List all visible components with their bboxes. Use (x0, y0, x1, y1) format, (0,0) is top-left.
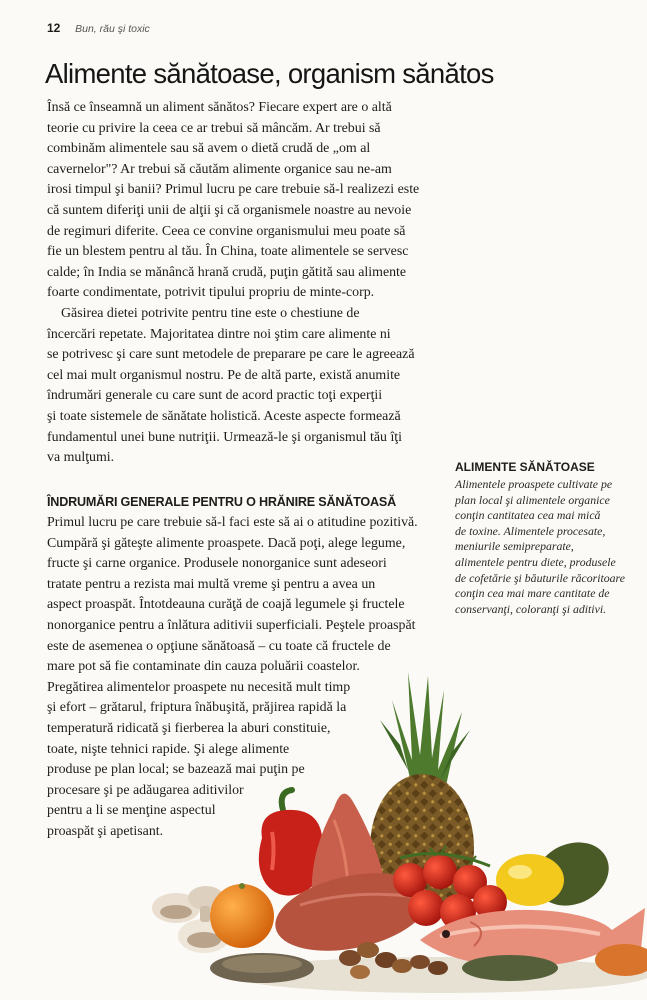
text-line: combinăm alimentele sau să avem o dietă crudă de „om al (47, 141, 371, 157)
text-line: de regimuri diferite. Ceea ce convine organismului meu poate să (47, 223, 406, 239)
text-line: Însă ce înseamnă un aliment sănătos? Fiecare expert are o altă (47, 100, 392, 115)
text-line: temperatură ridicată şi fierberea la aburi constituie, (47, 720, 331, 736)
sidebar-text (455, 477, 635, 617)
text-line: procesare şi pe adăugarea aditivilor (47, 782, 244, 798)
green-lentils-shape (462, 955, 558, 981)
intro-paragraphs (47, 98, 432, 469)
orange-shape (210, 884, 274, 948)
sidebar-line: meniurile semipreparate, (455, 539, 574, 554)
sidebar-title: ALIMENTE SĂNĂTOASE (455, 460, 595, 474)
section-heading: ÎNDRUMĂRI GENERALE PENTRU O HRĂNIRE SĂNĂTOASĂ (47, 495, 397, 509)
page-number: 12 (47, 21, 61, 35)
text-line: Cumpără şi găteşte alimente proaspete. Dacă poţi, alege legume, (47, 535, 406, 551)
text-line: Găsirea dietei potrivite pentru tine este o chestiune de (61, 305, 360, 321)
sidebar-box (455, 460, 635, 617)
book-title: Bun, rău şi toxic (75, 23, 150, 35)
text-line: tratate pentru a rezista mai multă vreme şi pentru a avea un (47, 576, 376, 592)
text-line: este de asemenea o opţiune sănătoasă – cu toate că fructele de (47, 638, 391, 654)
text-line: şi toate sistemele de sănătate holistică. Aceste aspecte formează (47, 408, 401, 424)
sidebar-line: plan local şi alimentele organice (455, 492, 610, 507)
text-line: cel mai mult organismul nostru. Pe de altă parte, există anumite (47, 367, 401, 383)
text-line: îndrumări generale cu care sunt de acord practic toţi experţii (47, 388, 383, 404)
text-line: cavernelor"? Ar trebui să căutăm alimente organice sau ne-am (47, 161, 392, 177)
text-line: încercări repetate. Majoritatea dintre noi ştim care alimente ni (47, 326, 391, 342)
sidebar-line: conţin cantitatea cea mai mică (455, 508, 601, 523)
text-line: şi efort – grătarul, friptura înăbuşită, prăjirea rapidă la (47, 700, 347, 716)
sidebar-line: alimentele pentru diete, produsele (455, 554, 616, 569)
text-line: Pregătirea alimentelor proaspete nu necesită mult timp (47, 679, 351, 695)
sidebar-line: Alimentele proaspete cultivate pe (455, 477, 613, 491)
text-line: Primul lucru pe care trebuie să-l faci este să ai o atitudine pozitivă. (47, 515, 418, 530)
text-line: fie un blestem pentru al tău. În China, toate alimentele se servesc (47, 244, 409, 260)
healthy-food-illustration (140, 660, 647, 1000)
text-line: proaspăt şi apetisant. (47, 823, 164, 839)
text-line: aspect proaspăt. Întotdeauna curăţă de coajă legumele şi fructele (47, 597, 405, 613)
sidebar-line: conservanţi, coloranţi şi aditivi. (455, 601, 607, 616)
text-line: va mulţumi. (47, 450, 115, 466)
text-line: fructe şi carne organice. Produsele nonorganice sunt adeseori (47, 556, 387, 572)
text-line: irosi timpul şi banii? Primul lucru pe care trebuie să-l realizezi este (47, 182, 420, 198)
text-line: pentru a li se menţine aspectul (47, 803, 216, 819)
page-title: Alimente sănătoase, organism sănătos (45, 58, 494, 89)
text-line: se potrivesc şi care sunt metodele de preparare pe care le agreează (47, 347, 415, 363)
sidebar-line: conţin cea mai mare cantitate de (455, 586, 610, 601)
text-line: că suntem diferiţi unii de alţii şi că organismele noastre au nevoie (47, 202, 412, 218)
running-head (47, 21, 150, 39)
text-line: teorie cu privire la ceea ce ar trebui să mâncăm. Ar trebui să (47, 120, 381, 136)
text-line: foarte condimentate, potrivit tipului propriu de minte-corp. (47, 285, 375, 301)
text-line: toate, nişte tehnici rapide. Şi alege alimente (47, 741, 290, 757)
text-line: fundamentul unei bune nutriţii. Urmează-le şi organismul tău îţi (47, 429, 403, 445)
text-line: calde; în India se mănâncă hrană crudă, puţin gătită sau alimente (47, 264, 407, 280)
sidebar-line: de cofetărie şi băuturile răcoritoare (455, 570, 625, 585)
text-line: produse pe plan local; se bazează mai puţin pe (47, 762, 305, 778)
text-line: mare pot să fie contaminate din cauza poluării coastelor. (47, 659, 360, 675)
text-line: nonorganice pentru a înlătura aditivii superficiali. Peştele proaspăt (47, 617, 416, 633)
sidebar-line: de toxine. Alimentele procesate, (455, 523, 606, 538)
